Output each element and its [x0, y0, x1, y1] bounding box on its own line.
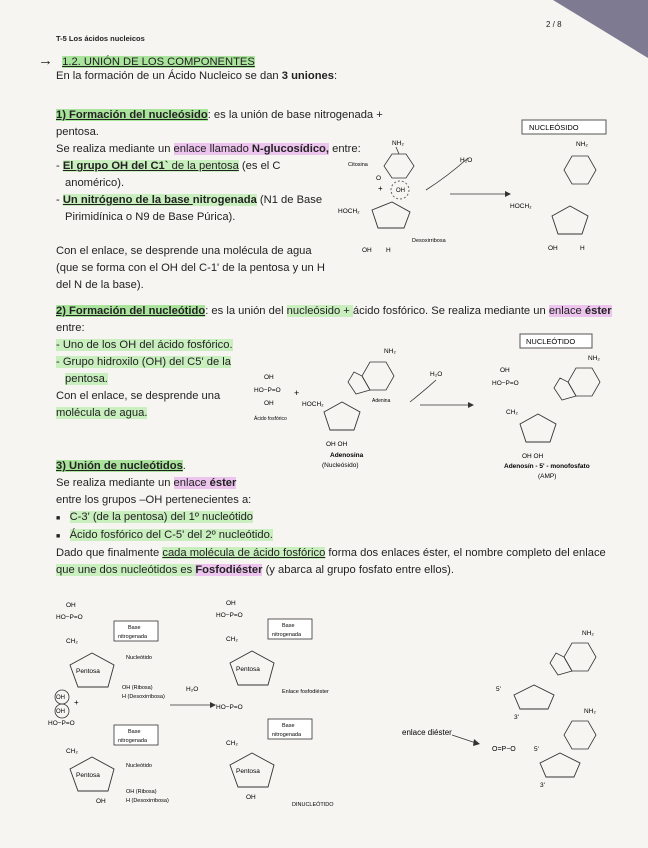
f3-3prime-2: 3'	[540, 782, 545, 789]
oh-p1: OH	[264, 374, 274, 381]
f3-pentosa-1: Pentosa	[76, 668, 100, 675]
plus-sign-2: +	[294, 388, 300, 398]
section-3-text: 3) Unión de nucleótidos. Se realiza mediante un enlace éster entre los grupos –OH pertenecientes a: ■ C-3' (de la pentosa) del 1º nucleótido ■ Ácido fosfórico del C-5' del 2º nucleótido. Dado que finalmente cada molécula de ácido fosfórico forma dos enlaces éster, el nombre completo del enlace que une dos nucleótidos es Fosfodiéster (y abarca al grupo fosfato entre ellos).	[56, 458, 636, 579]
curved-arrow-2	[410, 380, 436, 402]
amp-label: Adenosín - 5' - monofosfato	[504, 463, 590, 470]
f3-base-2: Base	[128, 729, 141, 735]
f3-dinucleotide-label: DINUCLEÓTIDO	[292, 802, 334, 808]
oh-label-1: OH	[396, 188, 405, 194]
pentose-ring-3	[324, 402, 360, 430]
f3-adenine-6	[564, 643, 596, 671]
f3-diester-arrow	[452, 735, 476, 743]
oh-label-2: OH	[362, 247, 372, 254]
page-corner-decoration	[553, 0, 648, 58]
oh-oh-label: OH OH	[326, 441, 348, 448]
amp-ring-5	[554, 378, 576, 400]
adenine-label: Adenina	[372, 398, 391, 404]
o-label-1: O	[376, 175, 382, 182]
cytosine-ring	[384, 154, 414, 178]
f3-hop-2: HO−P=O	[48, 720, 75, 727]
hoch2-label-3: HOCH₂	[302, 401, 324, 408]
pentose-ring-4	[520, 414, 556, 442]
f3-h2o: H₂O	[186, 686, 199, 693]
oh-oh-label-2: OH OH	[522, 453, 544, 460]
f3-ch2-4: CH₂	[226, 740, 238, 747]
adenine-ring-5	[348, 372, 370, 394]
deoxyribose-label: Desoxirribosa	[412, 238, 446, 244]
f3-hd-1: H (Desoxirribosa)	[122, 694, 165, 700]
f3-opo: O=P−O	[492, 746, 516, 753]
bullet-item: ■ C-3' (de la pentosa) del 1º nucleótido	[56, 511, 254, 523]
s2-title: 2) Formación del nucleótido	[56, 305, 206, 317]
f3-nitro-3: nitrogenada	[272, 632, 302, 638]
f3-pentose-5	[514, 685, 554, 709]
f3-pentosa-3: Pentosa	[236, 666, 260, 673]
nh2-label-4: NH₂	[588, 355, 600, 362]
phosphoric-acid-label: Ácido fosfórico	[254, 416, 287, 422]
section-title: 1.2. UNIÓN DE LOS COMPONENTES	[62, 56, 255, 68]
f3-ch2-1: CH₂	[66, 638, 78, 645]
section-2-text: 2) Formación del nucleótido: es la unión del nucleósido + ácido fosfórico. Se realiza mediante un enlace éster entre: - Uno de los OH del ácido fosfórico. - Grupo hidroxilo (OH) del C5' de la pentosa. Con el enlace, se desprende una molécula de agua.	[56, 305, 612, 419]
f3-nitro-4: nitrogenada	[272, 732, 302, 738]
f3-oh-6: OH	[246, 794, 256, 801]
f3-oh-1: OH	[66, 602, 76, 609]
f3-ch2-3: CH₂	[226, 636, 238, 643]
nh2-label-1: NH₂	[392, 140, 404, 147]
nh2-label-3: NH₂	[384, 348, 396, 355]
f3-nh2-2: NH₂	[584, 708, 596, 715]
amp-sub-label: (AMP)	[538, 473, 557, 480]
hop-label-2: HO−P=O	[492, 380, 519, 387]
pentose-ring-1	[372, 202, 410, 228]
h-label-2: H	[580, 245, 585, 252]
f3-pentose-6	[540, 753, 580, 777]
f3-oh-2: OH	[56, 695, 65, 701]
f3-base-3: Base	[282, 623, 295, 629]
adenosine-label: Adenosina	[330, 452, 364, 459]
f3-5prime-1: 5'	[496, 686, 501, 693]
pentose-ring-2	[552, 206, 588, 234]
section-intro: En la formación de un Ácido Nucleico se dan 3 uniones:	[56, 70, 338, 82]
f3-5prime-2: 5'	[534, 746, 539, 753]
arrow-right-icon: →	[38, 52, 53, 69]
f3-cytosine	[564, 721, 596, 749]
plus-sign: +	[378, 184, 383, 193]
f3-nh2-1: NH₂	[582, 630, 594, 637]
nh2-label-2: NH₂	[576, 141, 588, 148]
f3-pentosa-2: Pentosa	[76, 772, 100, 779]
nucleoside-label: NUCLEÓSIDO	[529, 123, 579, 132]
f3-hop-3: HO−P=O	[216, 612, 243, 619]
section-1-text: 1) Formación del nucleósido: es la unión de base nitrogenada + pentosa. Se realiza mediante un enlace llamado N-glucosídico, entre: - El grupo OH del C1` de la pentosa (es el C anomérico). - Un nitrógeno de la base nitrogenada (N1 de Base Pirimidínica o N9 de Base Púrica). Con el enlace, se desprende una molécula de agua (que se forma con el OH del C-1' de la pentosa y un H del N de la base).	[56, 109, 383, 291]
f3-fosfo-label: Enlace fosfodiéster	[282, 689, 329, 695]
nucleoside-sub-label: (Nucleósido)	[322, 462, 359, 469]
cytosine-label: Citosina	[348, 162, 368, 168]
h-label-1: H	[386, 247, 391, 254]
f3-ohr-2: OH (Ribosa)	[126, 789, 157, 795]
f3-base-1: Base	[128, 625, 141, 631]
hoch2-label-2: HOCH₂	[510, 203, 532, 210]
s1-title: 1) Formación del nucleósido	[56, 109, 208, 121]
ch2-label-1: CH₂	[506, 409, 518, 416]
page-number: 2 / 8	[546, 20, 562, 29]
f3-hop-4: HO−P=O	[216, 704, 243, 711]
hop-label-1: HO−P=O	[254, 387, 281, 394]
f3-hd-2: H (Desoxirribosa)	[126, 798, 169, 804]
oh-amp: OH	[500, 367, 510, 374]
f3-nitro-1: nitrogenada	[118, 634, 148, 640]
cytosine-ring-2	[564, 156, 596, 184]
f3-oh-4: OH	[96, 798, 106, 805]
h2o-label-1: H₂O	[460, 157, 473, 164]
f3-diester-label: enlace diéster	[402, 728, 452, 737]
nucleotide-label: NUCLEÓTIDO	[526, 337, 576, 346]
f3-nucleotido-1: Nucleótido	[126, 655, 152, 661]
nucleoside-figure	[330, 118, 610, 268]
f3-oh-3: OH	[56, 709, 65, 715]
f3-nucleotido-2: Nucleótido	[126, 763, 152, 769]
f3-oh-5: OH	[226, 600, 236, 607]
amp-ring-6	[568, 368, 600, 396]
oh-label-3: OH	[548, 245, 558, 252]
f3-adenine-5	[550, 653, 572, 675]
adenine-ring-6	[362, 362, 394, 390]
f3-ohr-1: OH (Ribosa)	[122, 685, 153, 691]
dinucleotide-figure	[40, 595, 640, 820]
f3-3prime-1: 3'	[514, 714, 519, 721]
f3-pentosa-4: Pentosa	[236, 768, 260, 775]
header-title: T-5 Los ácidos nucleicos	[56, 34, 145, 43]
bullet-item: ■ Ácido fosfórico del C-5' del 2º nucleótido.	[56, 529, 273, 541]
f3-base-4: Base	[282, 723, 295, 729]
f3-ch2-2: CH₂	[66, 748, 78, 755]
s3-title: 3) Unión de nucleótidos	[56, 460, 183, 472]
h2o-label-2: H₂O	[430, 371, 443, 378]
f3-nitro-2: nitrogenada	[118, 738, 148, 744]
oh-p2: OH	[264, 400, 274, 407]
hoch2-label-1: HOCH₂	[338, 208, 360, 215]
f3-hop-1: HO−P=O	[56, 614, 83, 621]
f3-plus: +	[74, 698, 79, 707]
